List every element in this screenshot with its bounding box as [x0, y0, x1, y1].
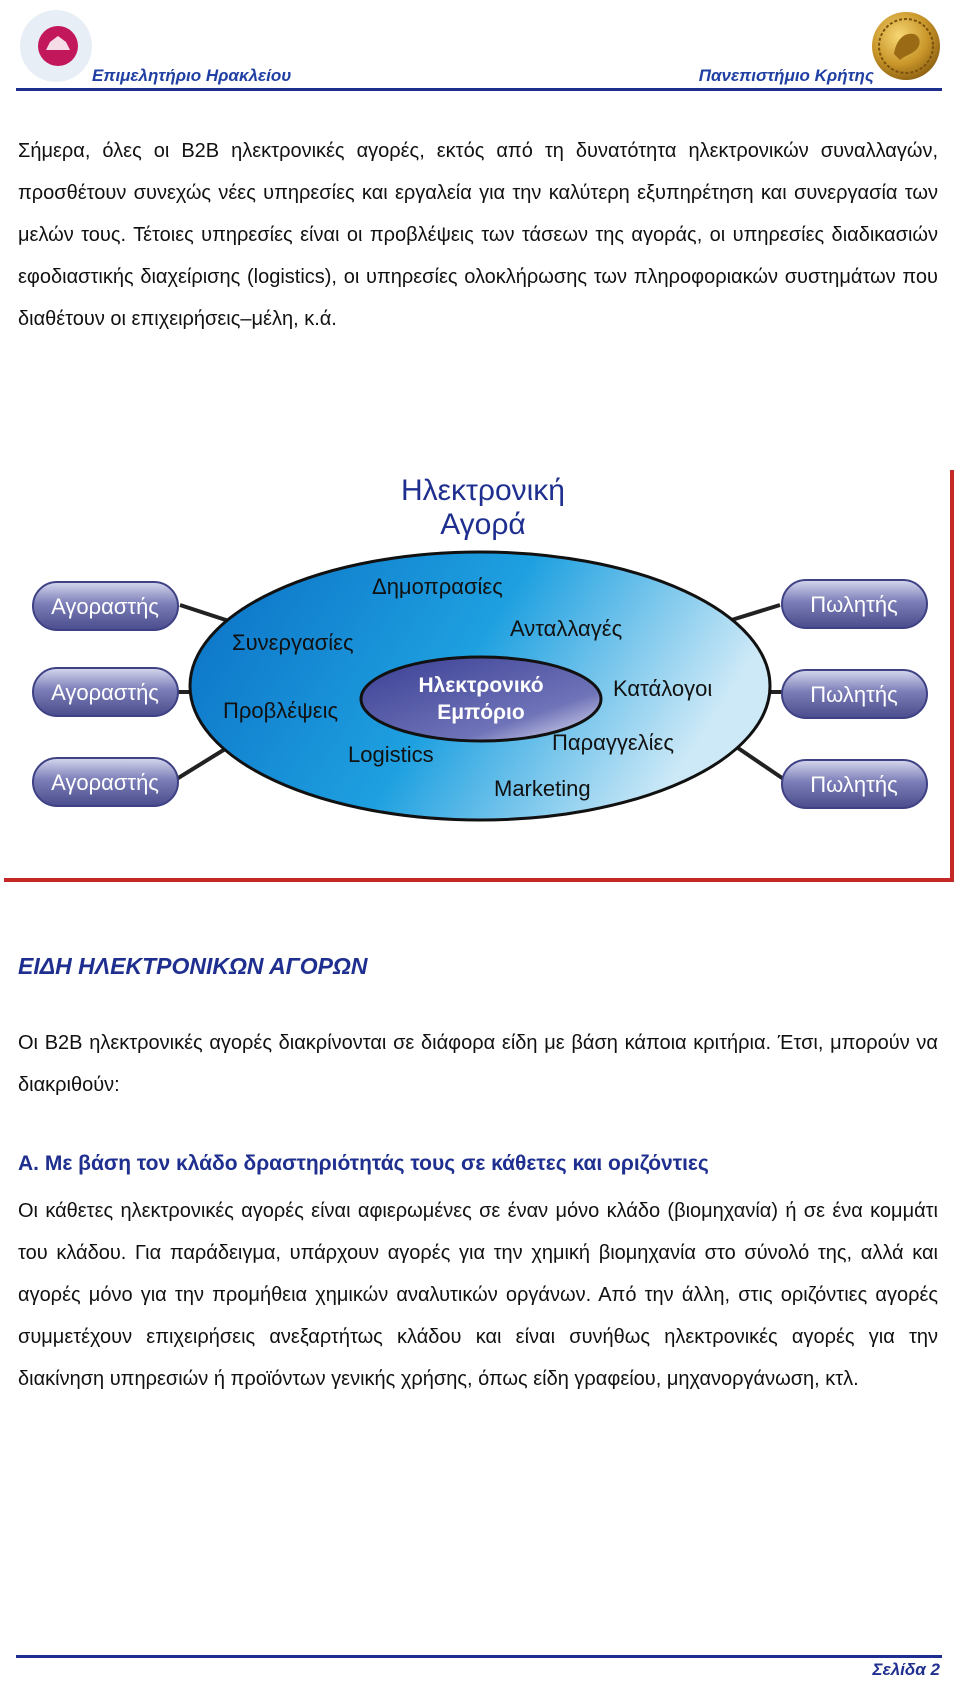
section-heading: ΕΙΔΗ ΗΛΕΚΤΡΟΝΙΚΩΝ ΑΓΟΡΩΝ	[18, 953, 368, 979]
label-logistics: Logistics	[348, 742, 434, 767]
vertical-horizontal-paragraph: Οι κάθετες ηλεκτρονικές αγορές είναι αφιερωμένες σε έναν μόνο κλάδο (βιομηχανία) ή σε ένα κομμάτι του κλάδου. Για παράδειγμα, υπάρχουν αγορές για την χημική βιομηχανία στο σύνολό της, αλλά και αγορές μόνο για την προμήθεια χημικών αναλυτικών οργάνων. Από την άλλη, στις οριζόντιες αγορές συμμετέχουν επιχειρήσεις ανεξαρτήτως κλάδου και είναι συνήθως ηλεκτρονικές αγορές για την διακίνηση υπηρεσιών ή προϊόντων γενικής χρήσης, όπως είδη γραφείου, μηχανοργάνωση, κτλ.	[18, 1200, 938, 1390]
label-auctions: Δημοπρασίες	[372, 574, 503, 599]
buyer-pill	[33, 582, 178, 630]
intro-paragraph: Σήμερα, όλες οι B2B ηλεκτρονικές αγορές, εκτός από τη δυνατότητα ηλεκτρονικών συναλλαγών, προσθέτουν συνεχώς νέες υπηρεσίες και εργαλεία για την καλύτερη εξυπηρέτηση και συνεργασία των μελών τους. Τέτοιες υπηρεσίες είναι οι προβλέψεις των τάσεων της αγοράς, οι υπηρεσίες διαδικασιών εφοδιαστικής διαχείρισης (logistics), οι υπηρεσίες ολοκλήρωσης των πληροφοριακών συστημάτων που διαθέτουν οι επιχειρήσεις–μέλη, κ.ά.	[18, 140, 938, 330]
connector-line	[180, 605, 232, 622]
seller-label: Πωλητής	[810, 592, 898, 617]
label-orders: Παραγγελίες	[552, 730, 674, 755]
label-forecasts: Προβλέψεις	[223, 698, 339, 723]
chamber-logo-icon	[16, 6, 96, 86]
core-label-line2: Εμπόριο	[437, 701, 525, 724]
core-label-line1: Ηλεκτρονικό	[418, 674, 544, 697]
diagram-border-bottom	[4, 878, 954, 882]
e-commerce-core	[361, 657, 601, 741]
seller-label: Πωλητής	[810, 682, 898, 707]
buyer-pill	[33, 668, 178, 716]
label-collaborations: Συνεργασίες	[232, 630, 354, 655]
subheading-vertical-horizontal: Α. Με βάση τον κλάδο δραστηριότητάς τους σε κάθετες και οριζόντιες	[18, 1152, 709, 1175]
header-chamber-name: Επιμελητήριο Ηρακλείου	[92, 66, 292, 85]
label-catalogs: Κατάλογοι	[613, 676, 713, 701]
diagram-title-line1: Ηλεκτρονική	[401, 474, 565, 507]
label-exchanges: Ανταλλαγές	[510, 616, 623, 641]
electronic-market-diagram	[0, 470, 960, 890]
seller-pill	[782, 760, 927, 808]
page-number: Σελίδα 2	[872, 1660, 940, 1679]
label-marketing: Marketing	[494, 776, 591, 801]
connector-line	[175, 746, 230, 780]
seller-pill	[782, 670, 927, 718]
university-seal-icon	[870, 10, 942, 82]
seller-label: Πωλητής	[810, 772, 898, 797]
buyer-label: Αγοραστής	[51, 770, 159, 795]
buyer-label: Αγοραστής	[51, 680, 159, 705]
buyer-pill	[33, 758, 178, 806]
diagram-title-line2: Αγορά	[440, 508, 526, 541]
seller-pill	[782, 580, 927, 628]
diagram-border-right	[950, 470, 954, 882]
header-university-name: Πανεπιστήμιο Κρήτης	[698, 66, 874, 85]
buyer-label: Αγοραστής	[51, 594, 159, 619]
footer-rule	[16, 1655, 942, 1658]
connector-line	[735, 746, 785, 780]
types-intro-paragraph: Οι B2B ηλεκτρονικές αγορές διακρίνονται σε διάφορα είδη με βάση κάποια κριτήρια. Έτσι, μπορούν να διακριθούν:	[18, 1032, 938, 1096]
header-rule	[16, 88, 942, 91]
